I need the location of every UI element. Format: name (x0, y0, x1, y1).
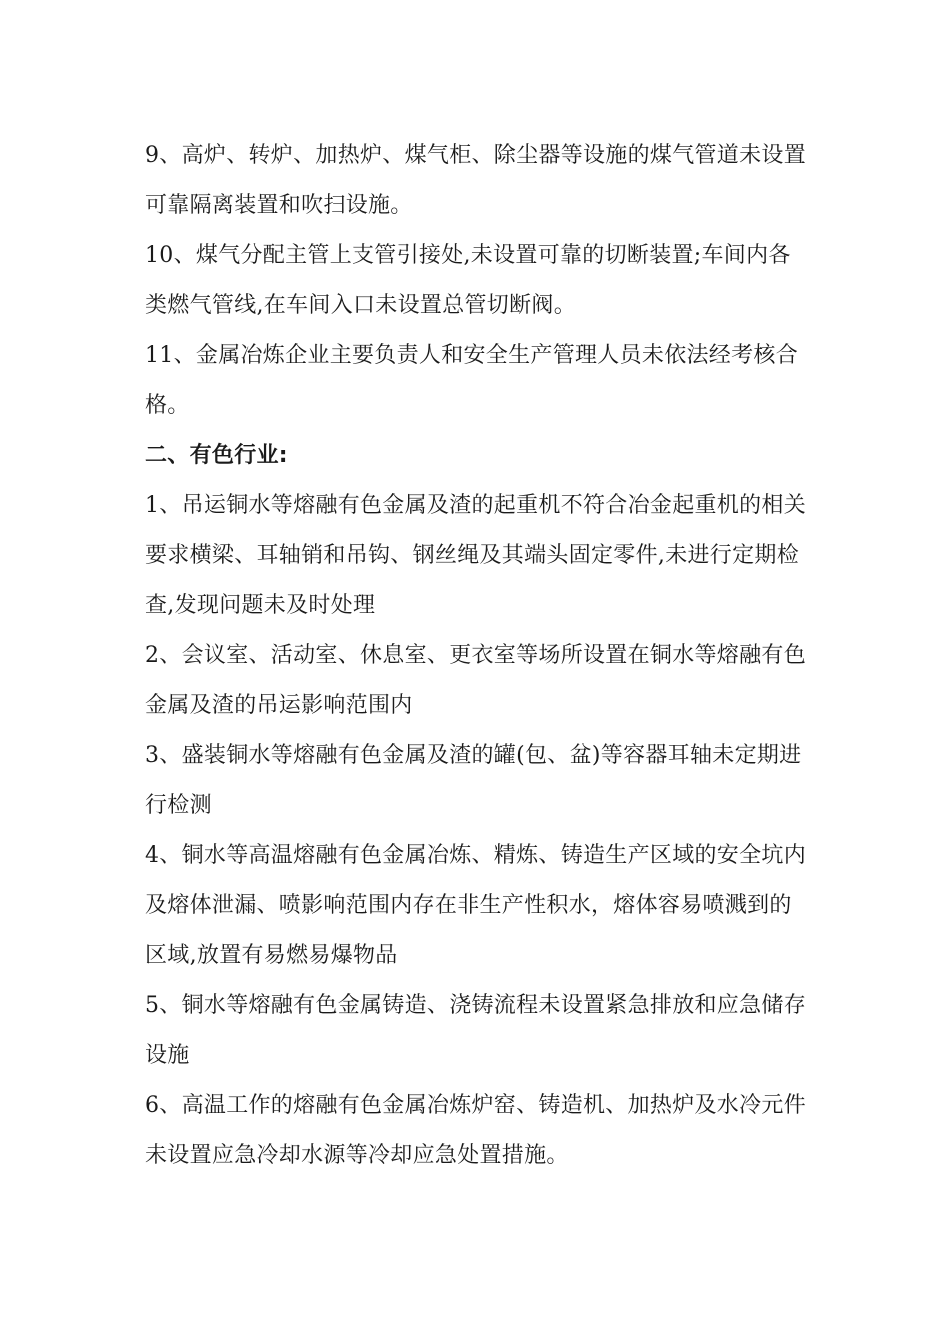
list-item-6: 6、高温工作的熔融有色金属冶炼炉窑、铸造机、加热炉及水冷元件 未设置应急冷却水源等冷却应急处置措施。 (145, 1093, 806, 1168)
list-item-1: 1、吊运铜水等熔融有色金属及渣的起重机不符合冶金起重机的相关 要求横梁、耳轴销和吊钩、钢丝绳及其端头固定零件,未进行定期检 查,发现问题未及时处理 (145, 493, 806, 618)
paragraph-item-11: 11、金属冶炼企业主要负责人和安全生产管理人员未依法经考核合 格。 (145, 343, 798, 418)
document-body (145, 131, 810, 1181)
list-item-4: 4、铜水等高温熔融有色金属冶炼、精炼、铸造生产区域的安全坑内 及熔体泄漏、喷影响范围内存在非生产性积水，熔体容易喷溅到的 区域,放置有易燃易爆物品 (145, 843, 806, 968)
list-item-5: 5、铜水等熔融有色金属铸造、浇铸流程未设置紧急排放和应急储存 设施 (145, 993, 806, 1068)
paragraph-item-9: 9、高炉、转炉、加热炉、煤气柜、除尘器等设施的煤气管道未设置 可靠隔离装置和吹扫设施。 (145, 143, 806, 218)
paragraph-item-10: 10、煤气分配主管上支管引接处,未设置可靠的切断装置;车间内各 类燃气管线,在车间入口未设置总管切断阀。 (145, 243, 791, 318)
section-heading: 二、有色行业: (145, 443, 288, 468)
list-item-2: 2、会议室、活动室、休息室、更衣室等场所设置在铜水等熔融有色 金属及渣的吊运影响范围内 (145, 643, 806, 718)
list-item-3: 3、盛装铜水等熔融有色金属及渣的罐(包、盆)等容器耳轴未定期进 行检测 (145, 743, 802, 818)
